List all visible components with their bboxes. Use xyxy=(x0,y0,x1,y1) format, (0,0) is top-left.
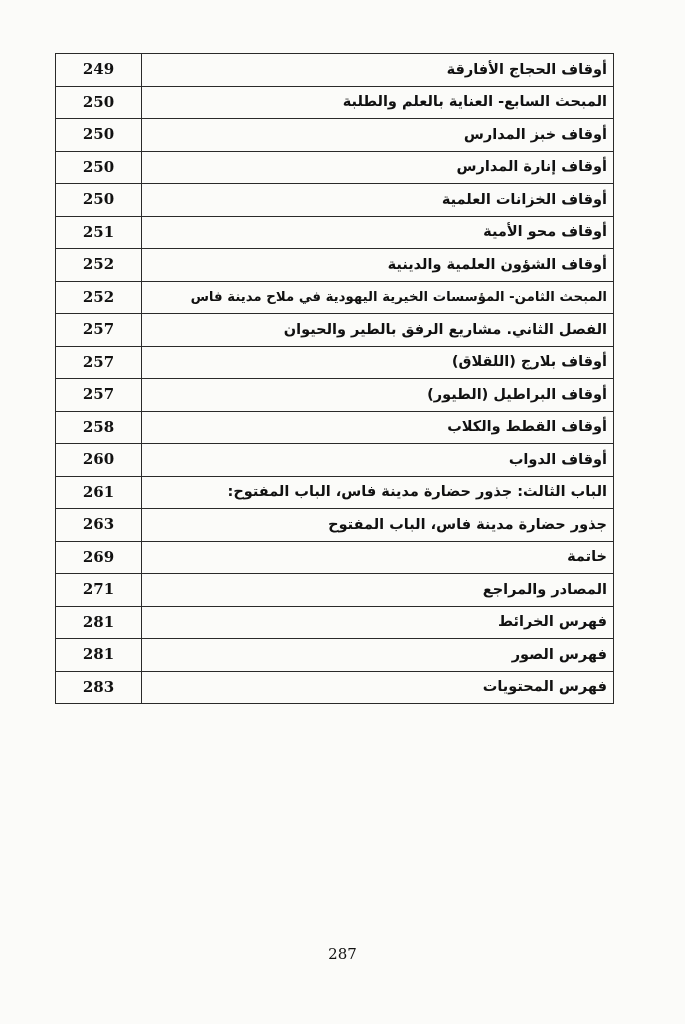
table-row xyxy=(56,379,614,412)
entry-title: أوقاف البراطيل (الطيور) xyxy=(142,379,614,412)
table-row xyxy=(56,249,614,282)
page-ref: 250 xyxy=(56,151,142,184)
entry-title: فهرس المحتويات xyxy=(142,671,614,704)
table-row xyxy=(56,119,614,152)
page-ref: 281 xyxy=(56,639,142,672)
entry-title: الباب الثالث: جذور حضارة مدينة فاس، الباب المفتوح: xyxy=(142,476,614,509)
entry-title: أوقاف محو الأمية xyxy=(142,216,614,249)
table-row xyxy=(56,476,614,509)
table-row xyxy=(56,606,614,639)
page-ref: 269 xyxy=(56,541,142,574)
table-row xyxy=(56,671,614,704)
page-ref: 258 xyxy=(56,411,142,444)
entry-title: أوقاف القطط والكلاب xyxy=(142,411,614,444)
page-ref: 249 xyxy=(56,54,142,87)
page-ref: 252 xyxy=(56,281,142,314)
page-ref: 252 xyxy=(56,249,142,282)
table-row xyxy=(56,541,614,574)
entry-title: أوقاف خبز المدارس xyxy=(142,119,614,152)
entry-title: أوقاف الخزانات العلمية xyxy=(142,184,614,217)
page-ref: 271 xyxy=(56,574,142,607)
table-of-contents xyxy=(55,53,614,704)
table-row xyxy=(56,411,614,444)
table-row xyxy=(56,444,614,477)
page-ref: 257 xyxy=(56,346,142,379)
table-row xyxy=(56,574,614,607)
table-row xyxy=(56,184,614,217)
page-ref: 283 xyxy=(56,671,142,704)
table-row xyxy=(56,54,614,87)
page-ref: 261 xyxy=(56,476,142,509)
entry-title: أوقاف إنارة المدارس xyxy=(142,151,614,184)
entry-title: خاتمة xyxy=(142,541,614,574)
table-row xyxy=(56,509,614,542)
table-row xyxy=(56,216,614,249)
table-row xyxy=(56,281,614,314)
entry-title: أوقاف الشؤون العلمية والدينية xyxy=(142,249,614,282)
table-row xyxy=(56,86,614,119)
page-number: 287 xyxy=(328,945,357,963)
table-row xyxy=(56,346,614,379)
table-row xyxy=(56,639,614,672)
entry-title: فهرس الخرائط xyxy=(142,606,614,639)
entry-title: المصادر والمراجع xyxy=(142,574,614,607)
entry-title: أوقاف الحجاج الأفارقة xyxy=(142,54,614,87)
entry-title: أوقاف بلارج (اللقلاق) xyxy=(142,346,614,379)
table-row xyxy=(56,314,614,347)
page-ref: 263 xyxy=(56,509,142,542)
table-row xyxy=(56,151,614,184)
page-ref: 250 xyxy=(56,86,142,119)
page-ref: 260 xyxy=(56,444,142,477)
entry-title: الفصل الثاني. مشاريع الرفق بالطير والحيوان xyxy=(142,314,614,347)
page-ref: 281 xyxy=(56,606,142,639)
entry-title: جذور حضارة مدينة فاس، الباب المفتوح xyxy=(142,509,614,542)
entry-title: أوقاف الدواب xyxy=(142,444,614,477)
page-ref: 257 xyxy=(56,314,142,347)
page-ref: 250 xyxy=(56,184,142,217)
entry-title: فهرس الصور xyxy=(142,639,614,672)
entry-title: المبحث السابع- العناية بالعلم والطلبة xyxy=(142,86,614,119)
entry-title: المبحث الثامن- المؤسسات الخيرية اليهودية في ملاح مدينة فاس xyxy=(142,281,614,314)
page-ref: 257 xyxy=(56,379,142,412)
page-ref: 250 xyxy=(56,119,142,152)
page-ref: 251 xyxy=(56,216,142,249)
